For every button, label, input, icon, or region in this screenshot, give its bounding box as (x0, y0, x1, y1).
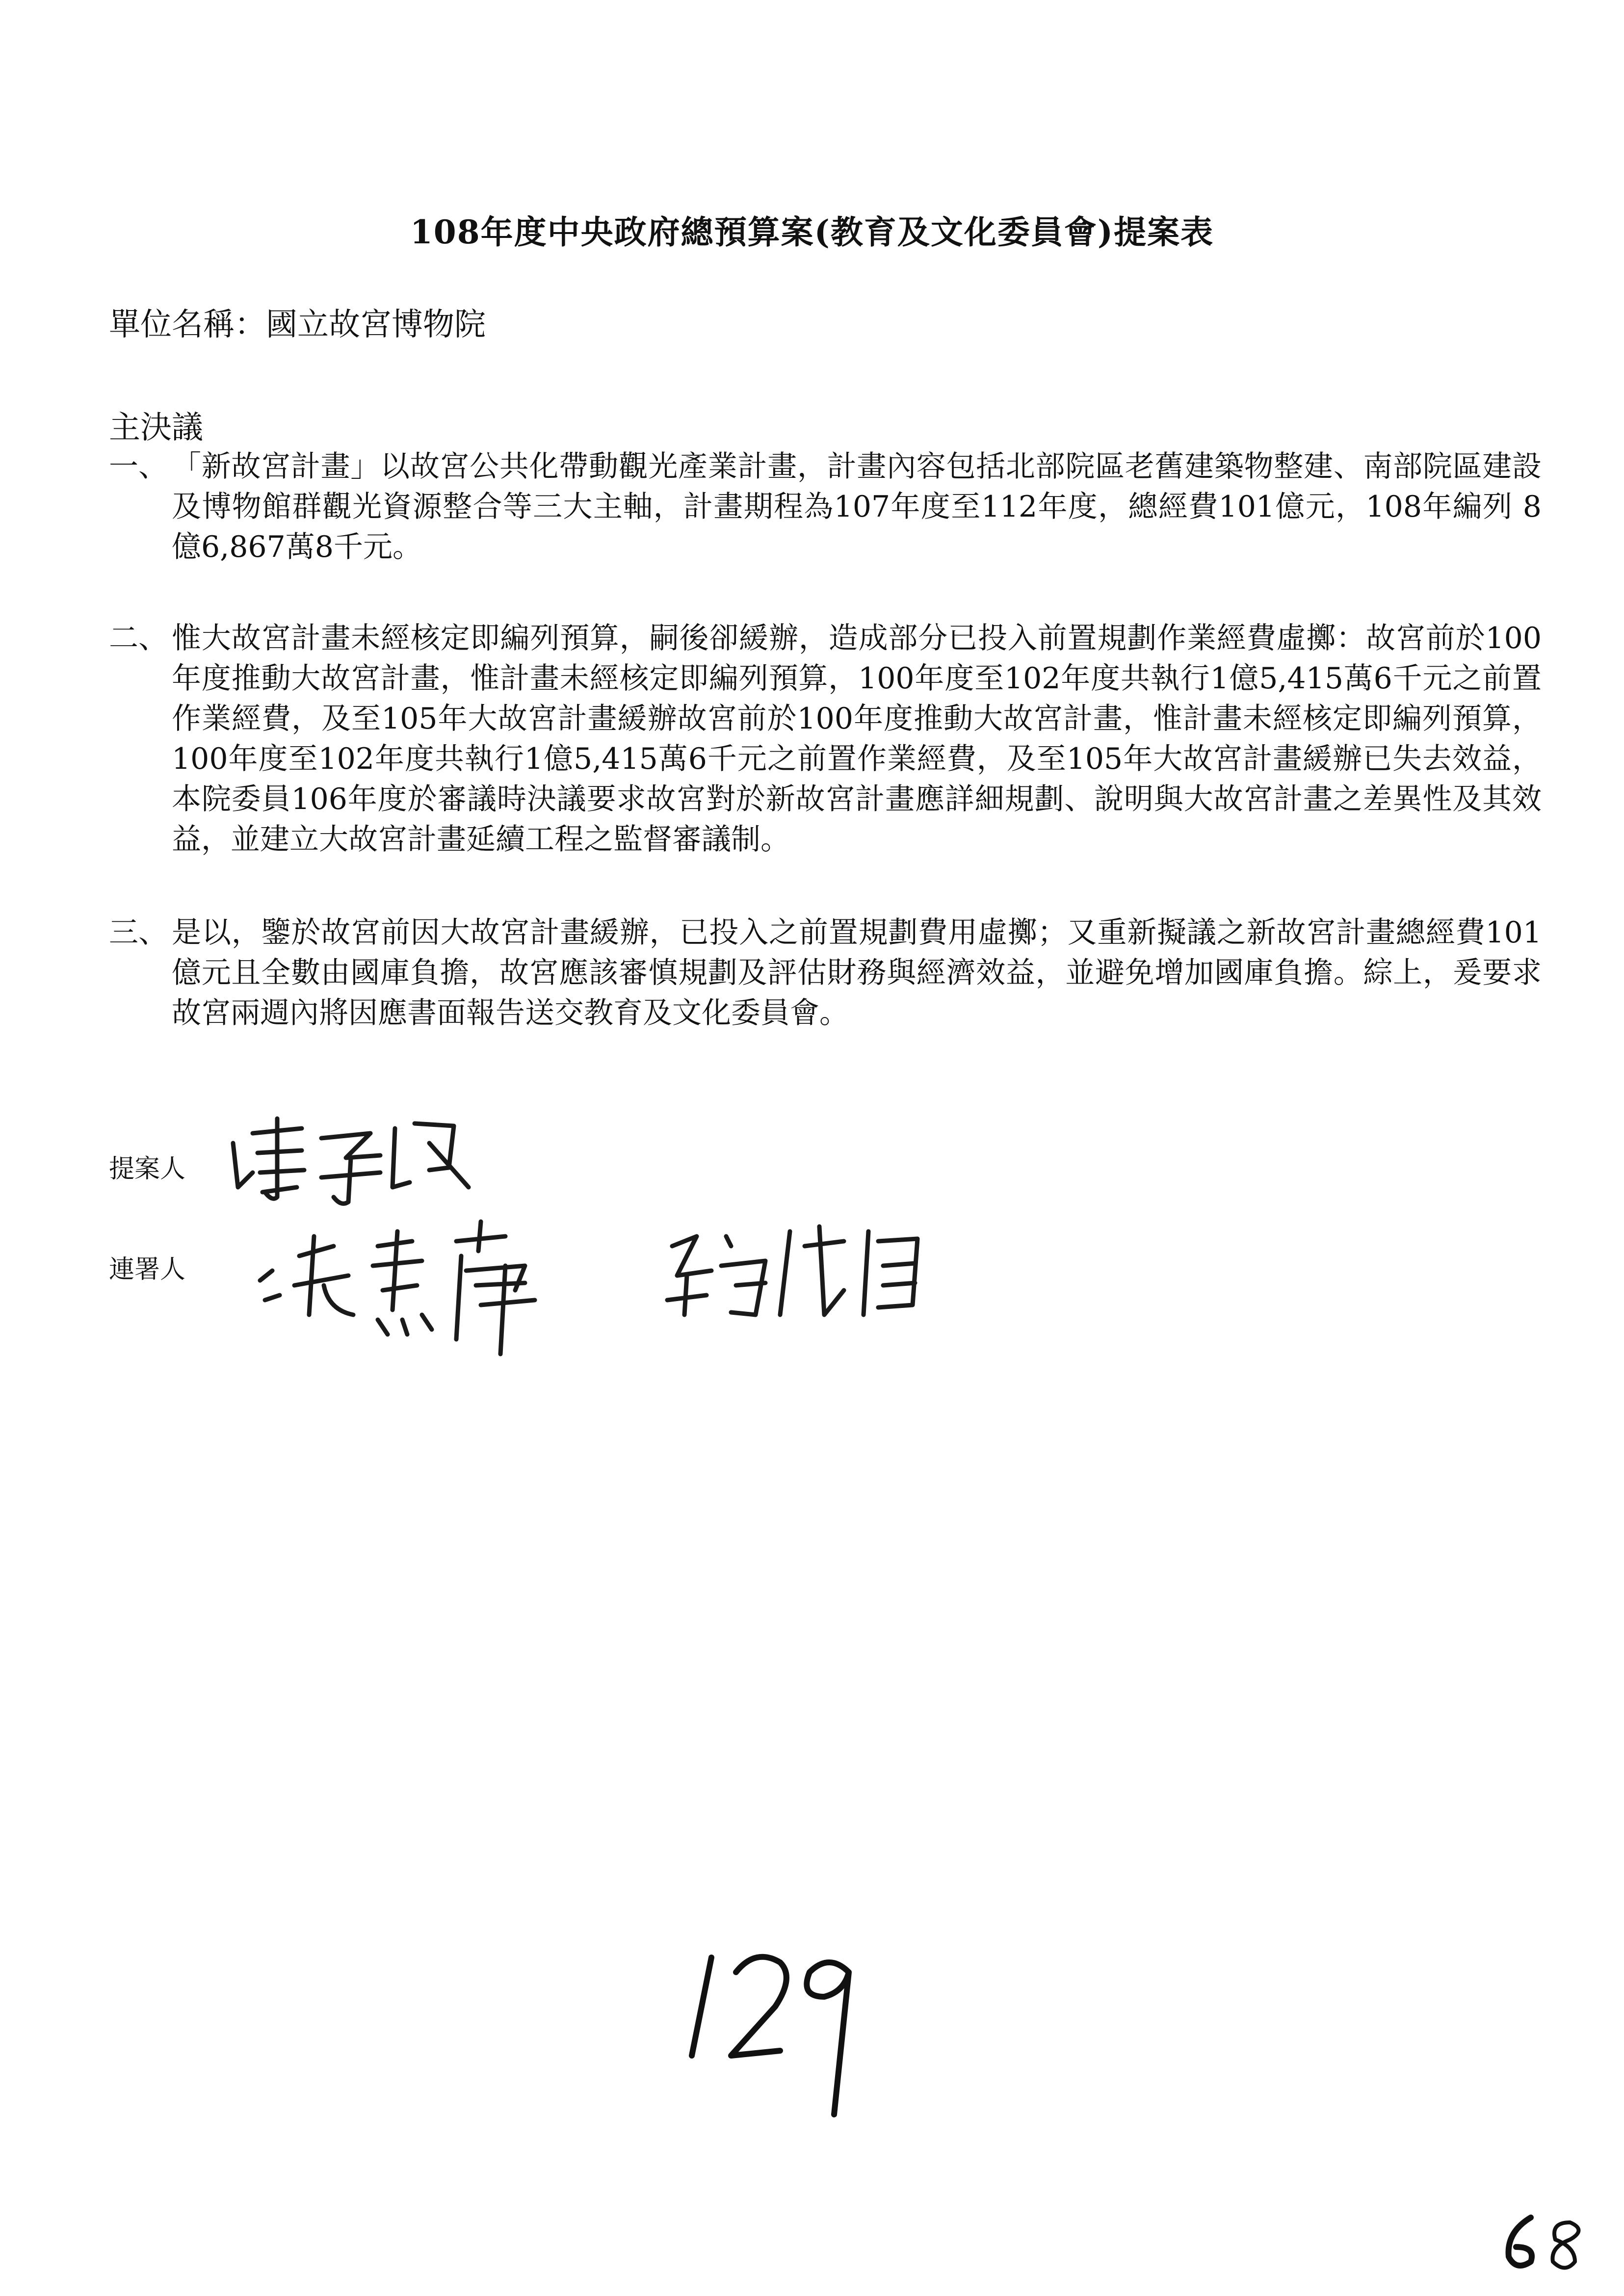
proposer-label: 提案人 (109, 1154, 186, 1184)
paragraph-3-number: 三、 (109, 915, 168, 950)
paragraph-1-text: 「新故宮計畫」以故宮公共化帶動觀光產業計畫，計畫內容包括北部院區老舊建築物整建、南部院區建設及博物館群觀光資源整合等三大主軸，計畫期程為107年度至112年度，總經費101億元，108年編列 8億6,867萬8千元。 (172, 449, 1542, 564)
paragraph-2-text: 惟大故宮計畫未經核定即編列預算，嗣後卻緩辦，造成部分已投入前置規劃作業經費虛擲：故宮前於100年度推動大故宮計畫，惟計畫未經核定即編列預算，100年度至102年度共執行1億5,415萬6千元之前置作業經費，及至105年大故宮計畫緩辦故宮前於100年度推動大故宮計畫，惟計畫未經核定即編列預算，100年度至102年度共執行1億5,415萬6千元之前置作業經費，及至105年大故宮計畫緩辦已失去效益，本院委員106年度於審議時決議要求故宮對於新故宮計畫應詳細規劃、說明與大故宮計畫之差異性及其效益，並建立大故宮計畫延續工程之監督審議制。 (172, 621, 1542, 857)
paragraph-1-number: 一、 (109, 449, 168, 484)
proposer-signature (223, 1114, 478, 1212)
paragraph-2 (109, 618, 1542, 860)
paragraph-2-number: 二、 (109, 621, 168, 655)
paragraph-3-text: 是以，鑒於故宮前因大故宮計畫緩辦，已投入之前置規劃費用虛擲；又重新擬議之新故宮計畫總經費101億元且全數由國庫負擔，故宮應該審慎規劃及評估財務與經濟效益，並避免增加國庫負擔。綜上，爰要求故宮兩週內將因應書面報告送交教育及文化委員會。 (172, 915, 1542, 1030)
cosigner-label: 連署人 (109, 1255, 186, 1284)
corner-page-number (1496, 2213, 1595, 2276)
paragraph-1 (109, 446, 1542, 567)
page-title: 108年度中央政府總預算案(教育及文化委員會)提案表 (410, 213, 1214, 251)
cosigner-signature-2 (657, 1217, 932, 1330)
main-resolution-label: 主決議 (109, 410, 203, 446)
cosigner-signature-1 (250, 1217, 603, 1359)
handwritten-page-number (682, 1943, 868, 2119)
unit-name-line: 單位名稱：國立故宮博物院 (109, 307, 486, 343)
paragraph-3 (109, 913, 1542, 1033)
